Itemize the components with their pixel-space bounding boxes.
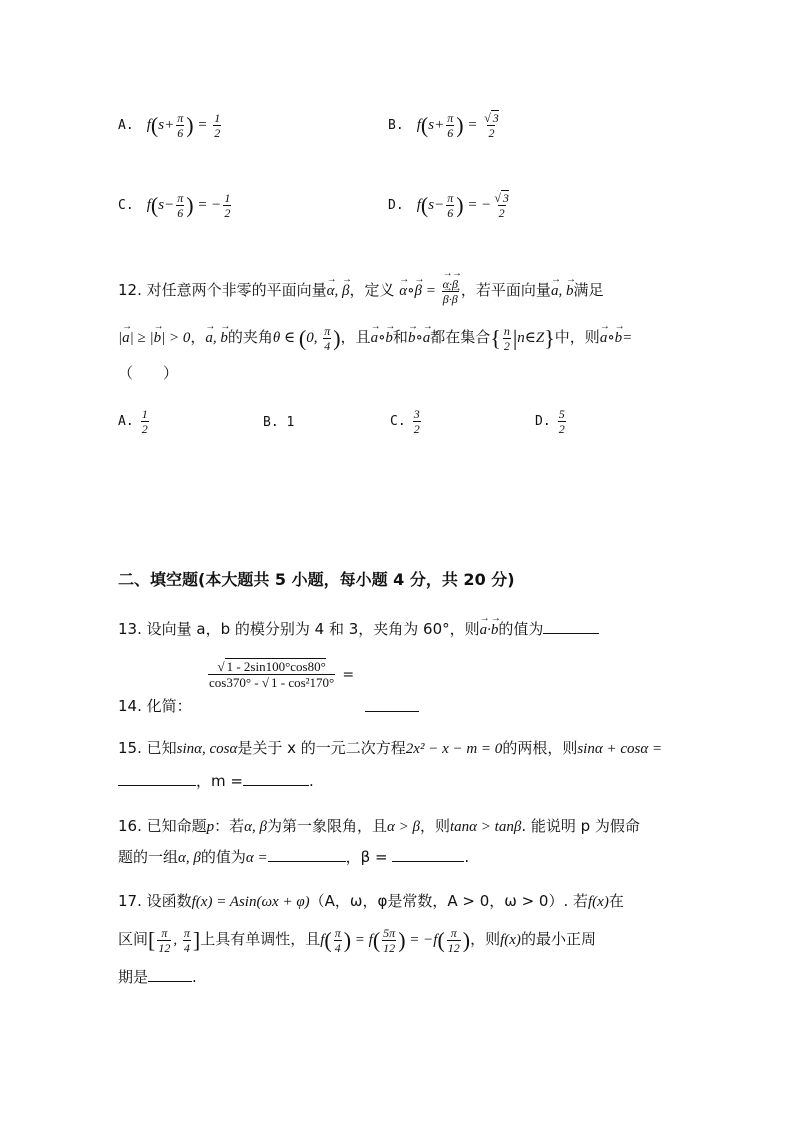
- formula: $\frac{3}{2}$: [413, 407, 420, 436]
- text: 的值为: [498, 620, 544, 638]
- option-label: C.: [390, 413, 406, 429]
- formula: → a·→ b: [480, 622, 499, 638]
- formula: → a∘→ b: [371, 330, 393, 346]
- formula: α =: [245, 850, 268, 866]
- formula: f( $\frac{\pi}{4}$ ) = f( $\frac{5\pi}{12}$ ) = −f( $\frac{\pi}{12}$ ): [320, 926, 471, 955]
- answer-blank[interactable]: [243, 771, 309, 786]
- formula: → α, → β: [327, 283, 350, 299]
- text: 12. 对任意两个非零的平面向量: [118, 280, 327, 299]
- answer-blank[interactable]: [543, 619, 599, 634]
- formula: $\frac{1}{2}$: [141, 407, 148, 436]
- formula-definition: → α∘→ β = → α·→ β → β·→ β: [399, 283, 461, 299]
- formula: → a, → b: [551, 283, 574, 299]
- formula: θ ∈ (0, $\frac{\pi}{4}$ ): [272, 324, 341, 353]
- answer-blank[interactable]: [268, 847, 346, 862]
- text: ，若平面向量: [460, 280, 551, 299]
- q11-option-a: [118, 112, 223, 139]
- option-label: A.: [118, 413, 134, 429]
- text: ：若: [214, 817, 245, 835]
- q12-option-c: [390, 408, 423, 435]
- q11-option-d: [388, 192, 512, 219]
- text: ，m =: [196, 772, 243, 790]
- formula: f(x) = Asin(ωx + φ): [191, 894, 310, 910]
- formula: → a∘→ b=: [600, 330, 632, 346]
- text: 的值为: [200, 848, 246, 866]
- text: ，且: [340, 327, 371, 346]
- q12-option-d: [535, 408, 568, 435]
- formula: f(s− $\frac{\pi}{6}$ ) = − $\frac{√ 3}{2}$: [416, 191, 509, 220]
- q12-option-b: B. 1: [263, 415, 295, 430]
- text: 都在集合: [430, 327, 491, 346]
- text: 为第一象限角，且: [267, 817, 388, 835]
- formula: f(x): [500, 931, 521, 948]
- formula: α, β: [178, 850, 201, 866]
- formula: → a, → b: [205, 330, 228, 346]
- q12-option-a: [118, 408, 151, 435]
- q14-answer-blank[interactable]: [365, 697, 419, 716]
- text: 在: [608, 892, 624, 910]
- text: 期是: [118, 968, 149, 986]
- formula: 2x² − x − m = 0: [405, 741, 503, 757]
- text: 的两根，则: [502, 739, 578, 757]
- q17-line3: 期是 .: [118, 968, 197, 986]
- text: . 能说明 p 为假命: [521, 817, 640, 835]
- text: 的最小正周: [520, 929, 596, 948]
- text: 的夹角: [227, 327, 273, 346]
- text: 是关于 x 的一元二次方程: [237, 739, 406, 757]
- text: 题的一组: [118, 848, 179, 866]
- formula: [ $\frac{\pi}{12}$ , $\frac{\pi}{4}$ ]: [148, 926, 201, 955]
- formula: |→ a| ≥ |→ b| > 0: [118, 330, 190, 346]
- q11-option-b: [388, 112, 502, 139]
- answer-blank[interactable]: [392, 847, 464, 862]
- q14-fraction: $\frac{√ 1 - 2\sin 100^\circ\cos 80^\circ}{\text{cos370° - √ 1 - cos²170°}}$ =: [209, 659, 355, 690]
- option-label: D.: [535, 413, 551, 429]
- q12-answer-paren: （ ）: [118, 364, 179, 382]
- text: 和: [392, 327, 408, 346]
- text: 13. 设向量 a，b 的模分别为 4 和 3，夹角为 60°，则: [118, 620, 480, 638]
- text: ，定义: [349, 280, 395, 299]
- q12-line1: [118, 278, 603, 305]
- formula: α, β: [244, 819, 267, 835]
- text: 17. 设函数: [118, 892, 192, 910]
- formula: f(s− $\frac{\pi}{6}$ ) = − $\frac{1}{2}$: [146, 191, 231, 220]
- q13: [118, 618, 599, 639]
- formula: $\frac{5}{2}$: [558, 407, 565, 436]
- text: 中，则: [554, 327, 600, 346]
- text: 区间: [118, 929, 149, 948]
- answer-blank[interactable]: [148, 967, 192, 982]
- answer-blank[interactable]: [118, 771, 196, 786]
- q11-option-c: [118, 192, 233, 219]
- q12-line2: [118, 325, 632, 352]
- text: ，则: [470, 929, 501, 948]
- formula: { $\frac{n}{2}$ |n∈Z}: [490, 324, 555, 353]
- formula: sinα, cosα: [176, 741, 238, 757]
- q15-line2: ，m = .: [118, 770, 314, 791]
- text: 15. 已知: [118, 739, 177, 757]
- q16-line2: 题的一组α, β的值为α = ，β = .: [118, 848, 470, 866]
- q14-label: 14. 化简：: [118, 697, 192, 715]
- formula: p: [206, 819, 215, 835]
- text: 满足: [573, 280, 604, 299]
- option-label: B.: [388, 117, 404, 133]
- text: ，β =: [345, 848, 388, 866]
- formula: tanα > tanβ: [450, 819, 522, 835]
- formula: f(x): [588, 894, 609, 910]
- formula: f(s+ $\frac{\pi}{6}$ ) = $\frac{√ 3}{2}$: [416, 111, 499, 140]
- q17-line1: [118, 890, 624, 911]
- q17-line2: [118, 927, 596, 954]
- formula: α > β: [387, 819, 420, 835]
- q15-line1: [118, 737, 662, 758]
- text: ，则: [419, 817, 450, 835]
- formula: sinα + cosα =: [577, 741, 663, 757]
- option-label: C.: [118, 197, 134, 213]
- formula: → b∘→ a: [408, 330, 430, 346]
- q16-line1: [118, 815, 640, 836]
- text: （A，ω，φ是常数，A > 0，ω > 0）. 若: [309, 892, 588, 910]
- text: 上具有单调性，且: [200, 929, 321, 948]
- option-label: A.: [118, 117, 134, 133]
- formula: f(s+ $\frac{\pi}{6}$ ) = $\frac{1}{2}$: [146, 111, 221, 140]
- text: 16. 已知命题: [118, 817, 207, 835]
- text: ，: [190, 327, 206, 346]
- option-label: D.: [388, 197, 404, 213]
- section-heading: 二、填空题(本大题共 5 小题，每小题 4 分，共 20 分): [118, 570, 515, 589]
